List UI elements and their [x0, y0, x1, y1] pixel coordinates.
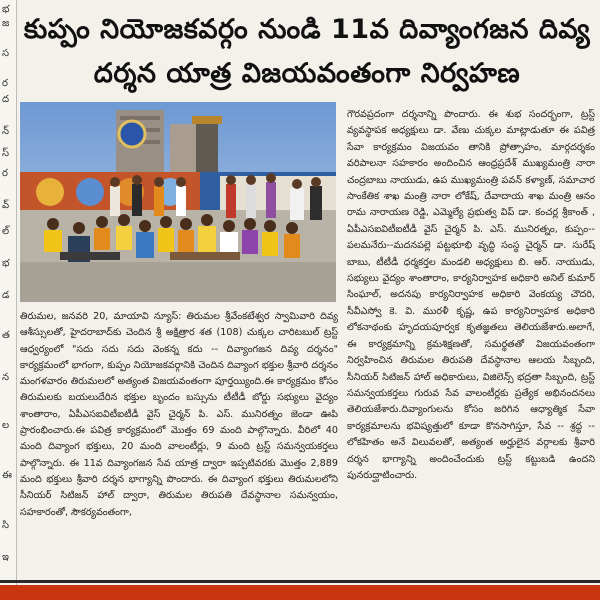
article-paragraph-left: తిరుమల, జనవరి 20, మాయావి న్యూస్: తిరుమల శ్రీవేంకటేశ్వర స్వామివారి దివ్య ఆశీస్సులతో, హైదరాబాద్‌కు చెందిన శ్రీ అక్షిత్రార శత (108) చుక్కల చారిటబుల్ ట్రస్ట్ ఆధ్వర్యంలో "సదు సదు సదు వెంకన్న కదు -- దివ్యాంగజన దివ్య దర్శనం" కార్యక్రమంలో భాగంగా, కుప్పం నియోజకవర్గానికి చెందిన దివ్యాంగ భక్తుల శ్రీవారి దర్శనం మంగళవారం తిరుమలలో అత్యంత విజయవంతంగా పూర్తయ్యింది.ఈ కార్యక్రమం కోసం తిరుమలకు బయలుదేరిన భక్తుల బృందం బస్సును టీటీడీ బోర్డు సభ్యులు వైద్యం శాంతారాం, ఏపీఎసఐవిటీఐటీడీ వైస్ చైర్మన్ పి. ఎస్. మునిరత్నం జెండా ఊపి ప్రారంభించారు.ఈ పవిత్ర కార్యక్రమంలో మొత్తం 69 మంది పాల్గొన్నారు. వీరిలో 40 మంది దివ్యాంగ భక్తులు, 20 మంది వాలంటీర్లు, 9 మంది ట్రస్ట్ సమన్వయకర్తలు పాల్గొన్నారు. ఈ 11వ దివ్యాంగజన సేవ యాత్ర ద్వారా ఇప్పటివరకు మొత్తం 2,889 మంది భక్తులు శ్రీవారి దర్శన భాగ్యాన్ని పొందారు. ఈ దివ్యాంగ భక్తులు తిరుమలలోని సీనియర్ సిటిజన్ హాల్ ద్వారా, తిరుమల తిరుపతి దేవస్థానాల సమన్వయం, సహకారంతో, సౌకర్యవంతంగా, [20, 311, 338, 518]
article-body-right-column [347, 107, 595, 484]
strip-char: ఇ [2, 552, 9, 563]
strip-char: ఈ [2, 470, 12, 481]
strip-char: వ్ [2, 200, 10, 211]
strip-char: స్ [2, 148, 10, 159]
temple-group-photo-illustration [20, 102, 336, 302]
strip-char: న్ [2, 126, 10, 137]
strip-char: ద [2, 94, 10, 105]
ttd-emblem [119, 121, 145, 147]
adjacent-column-strip [0, 0, 17, 590]
headline-line-1: కుప్పం నియోజకవర్గం నుండి 11వ దివ్యాంగజన దివ్య [23, 14, 591, 45]
headline [20, 8, 594, 96]
article-paragraph-right: గౌరవప్రదంగా దర్శనాన్ని పొందారు. ఈ శుభ సందర్భంగా, ట్రస్ట్ వ్యవస్థాపక అధ్యక్షులు డా. వేణు చుక్కల మాట్లాడుతూ ఈ పవిత్ర సేవా కార్యక్రమం విజయవం తానికి ప్రోత్సాహం, మార్గదర్శకం వరిపాలనా సహకారం అందించిన ఆంధ్రప్రదేశ్ ముఖ్యమంత్రి నారా చంద్రబాబు నాయుడు, ఉప ముఖ్యమంత్రి పవన్ కళ్యాణ్, సమాచార సాంకేతిక శాఖ మంత్రి నారా లోకేష్, దేవాదాయ శాఖ మంత్రి ఆనం రామ నారాయణ రెడ్డి, ఎమ్మెల్యే ప్రభుత్వ విప్ డా. కంచర్ల శ్రీకాంత్ , ఏపీఎసఐవిటీఐటీడీ వైస్ చైర్మన్ పి. ఎస్. మునిరత్నం, కుప్పం--పలమనేరు--మదనపల్లె పట్టభూభి వృద్ధి సంస్థ చైర్మన్ డా. సురేష్ బాబు, టీటీడీ ధర్మకర్తల మండలి అధ్యక్షులు బి. ఆర్. నాయుడు, సభ్యులు వైద్యం శాంతారాం, కార్యనిర్వాహక అధికారి అనిల్ కుమార్ సింఘాల్, అదనపు కార్యనిర్వాహక అధికారి వెంకయ్య చౌదరి, సీవీఎస్వో కె. వి. మురళీ కృష్ణ, ఉప కార్యనిర్వాహక అధికారి లోకనాథంకు హృదయపూర్వక కృతజ్ఞతలు తెలియజేశారు.అలాగే, ఈ కార్యక్రమాన్ని క్రమశిక్షణతో, సమర్థతతో విజయవంతంగా నిర్వహించిన తిరుమల తిరుపతి దేవస్థానాల ఆలయ సిబ్బంది, సీనియర్ సిటిజన్ హాల్ అధికారులు, విజిలెన్స్ భద్రతా సిబ్బంది, ట్రస్ట్ సమన్వయకర్తలు గురువ సేవ వాలంటీర్లకు ప్రత్యేక అభినందనలు తెలియజేశారు.దివ్యాంగులను కోసం జరిగిన ఆధ్యాత్మిక సేవా కార్యక్రమాలను భవిష్యత్తులో కూడా కొనసాగిస్తూ, సేవ -- శ్రద్ధ -- లోకహితం అనే విలువలతో, అత్యంత అర్హులైన వర్గాలకు శ్రీవారి దర్శన భాగ్యాన్ని అందించేందుకు ట్రస్ట్ కట్టుబడి ఉందని పునరుద్ఘాటించారు. [347, 109, 595, 481]
strip-char: భ [2, 4, 10, 15]
strip-char: న [2, 372, 10, 383]
strip-char: స [2, 48, 10, 59]
strip-char: త [2, 330, 10, 341]
strip-char: జ [2, 18, 10, 29]
strip-char: ర [2, 168, 8, 179]
group-photo [20, 102, 336, 302]
footer-rule [0, 580, 600, 583]
strip-char: ర [2, 78, 8, 89]
headline-line-2: దర్శన యాత్ర విజయవంతంగా నిర్వహణ [93, 58, 521, 89]
strip-char: సి [2, 520, 10, 531]
strip-char: డ [2, 290, 10, 301]
strip-char: ల [2, 420, 10, 431]
strip-char: భ [2, 258, 10, 269]
footer-color-bar [0, 585, 600, 600]
article-body-left-column [20, 309, 338, 521]
strip-char: ల్ [2, 226, 10, 237]
